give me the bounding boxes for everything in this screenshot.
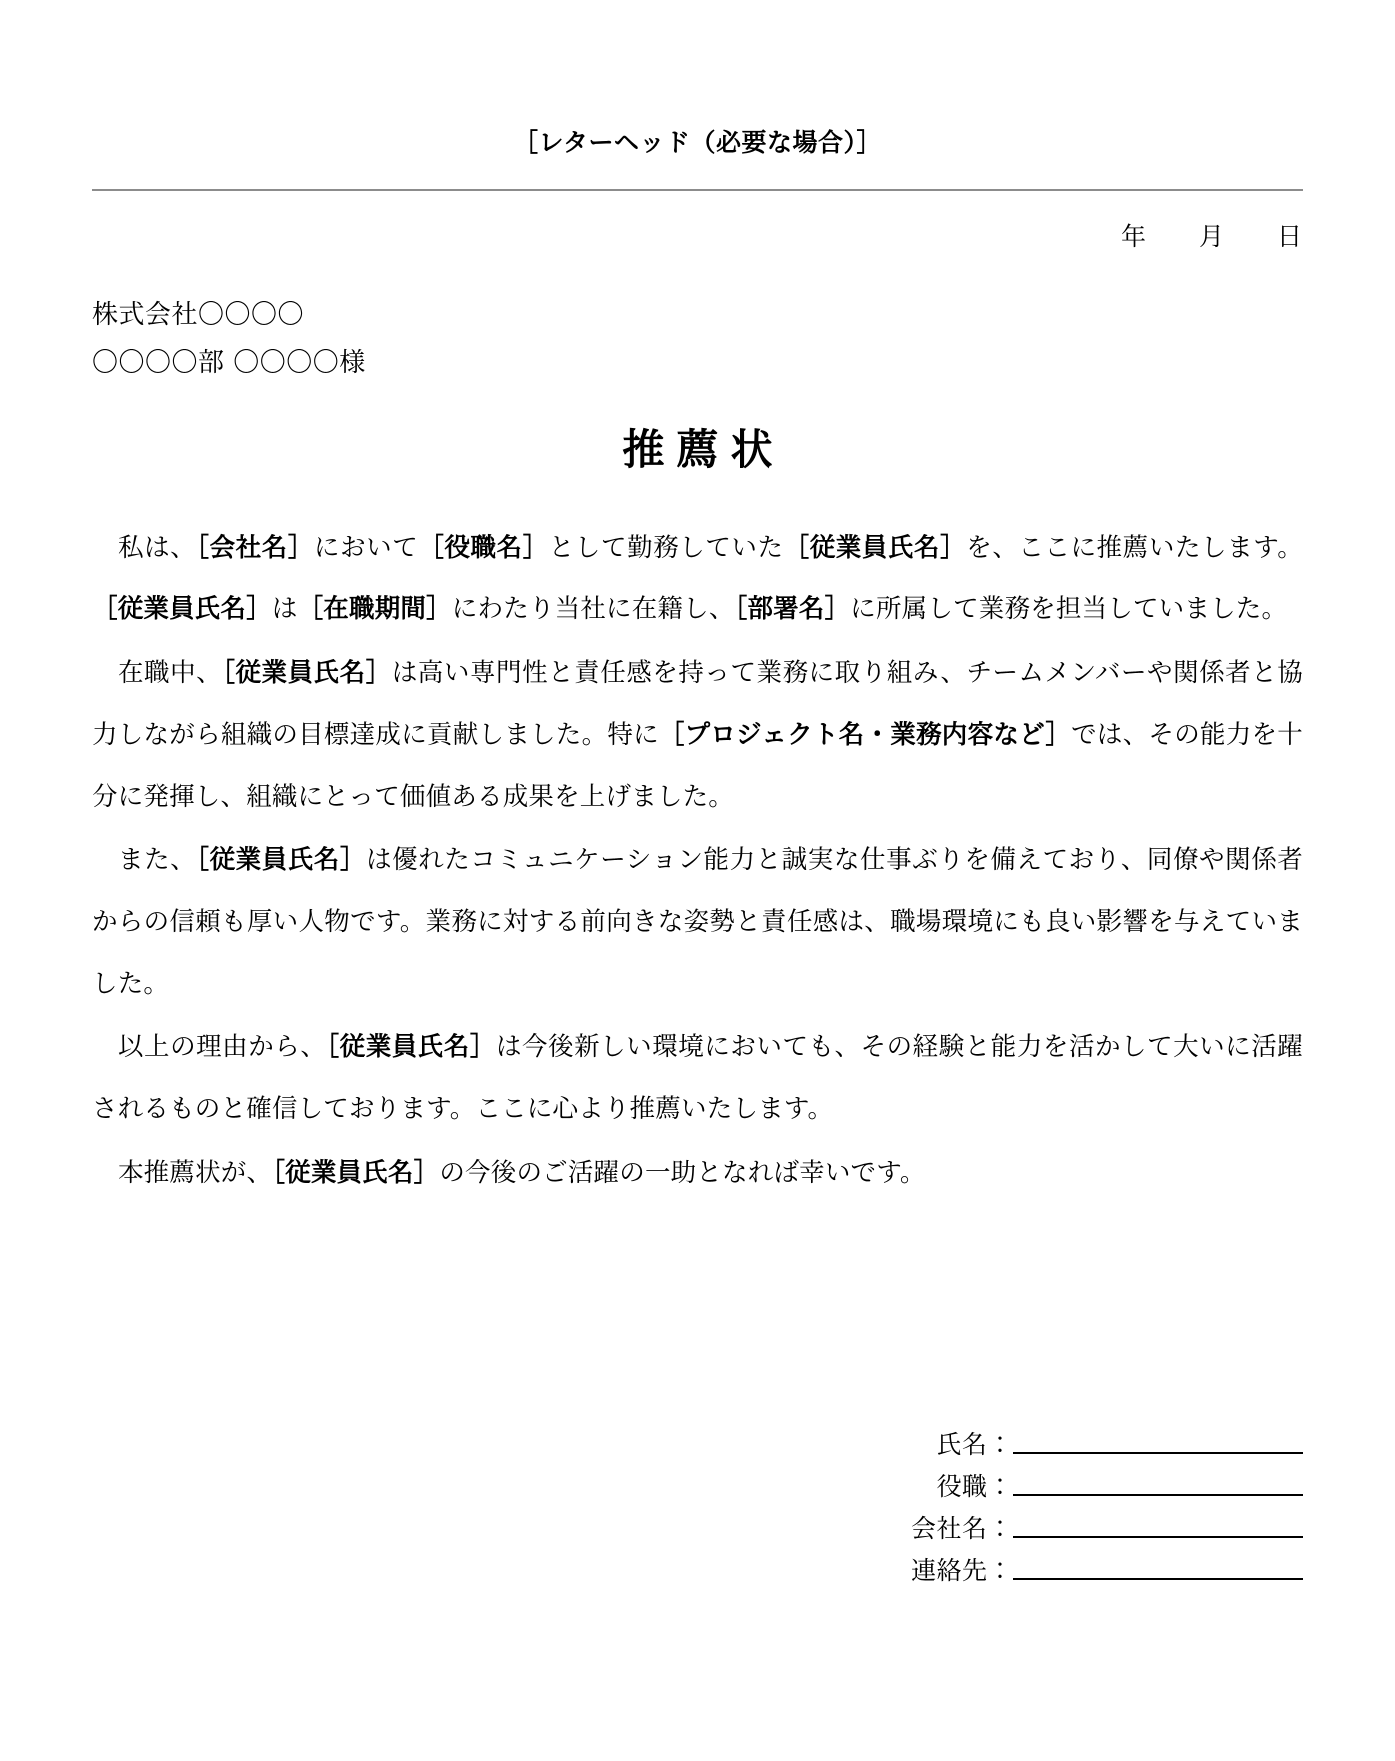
paragraph-1 (92, 518, 1303, 641)
placeholder-token: ［従業員氏名］ (92, 594, 272, 625)
body-text: 私は、 (118, 532, 197, 563)
placeholder-token: ［従業員氏名］ (783, 532, 967, 563)
body-text: は (271, 594, 298, 625)
placeholder-token: ［在職期間］ (297, 594, 452, 625)
signature-field-label: 会社名： (910, 1513, 1013, 1543)
recipient-block (92, 291, 1303, 387)
letter-body (92, 518, 1303, 1205)
paragraph-4 (92, 1017, 1303, 1140)
body-text: にわたり当社に在籍し、 (451, 594, 735, 625)
letterhead-placeholder: ［レターヘッド（必要な場合）］ (512, 128, 882, 157)
signature-field-row (833, 1418, 1303, 1460)
date-line: 年 月 日 (1120, 222, 1303, 251)
page-title: 推薦状 (622, 425, 785, 475)
placeholder-token: ［会社名］ (196, 532, 314, 563)
body-text: 本推薦状が、 (118, 1157, 273, 1188)
placeholder-token: ［従業員氏名］ (272, 1157, 440, 1188)
placeholder-token: ［役職名］ (418, 532, 549, 563)
body-text: において (313, 532, 419, 563)
signature-field-label: 氏名： (936, 1429, 1013, 1459)
signature-field-line[interactable] (1013, 1452, 1303, 1454)
placeholder-token: ［従業員氏名］ (222, 658, 392, 689)
signature-field-line[interactable] (1013, 1494, 1303, 1496)
body-text: また、 (118, 845, 197, 876)
paragraph-2 (92, 643, 1303, 828)
placeholder-token: ［従業員氏名］ (326, 1032, 496, 1063)
signature-field-label: 役職： (936, 1471, 1013, 1501)
letterhead-divider (92, 189, 1303, 191)
signature-field-label: 連絡先： (910, 1555, 1013, 1585)
letterhead-section (92, 0, 1303, 191)
signature-field-line[interactable] (1013, 1536, 1303, 1538)
signature-field-row (833, 1502, 1303, 1544)
signature-field-row (833, 1544, 1303, 1586)
placeholder-token: ［従業員氏名］ (196, 845, 367, 876)
body-text: 以上の理由から、 (118, 1032, 327, 1063)
placeholder-token: ［プロジェクト名・業務内容など］ (658, 719, 1072, 750)
signature-field-row (833, 1460, 1303, 1502)
body-text: に所属して業務を担当していました。 (850, 594, 1288, 625)
body-text: の今後のご活躍の一助となれば幸いです。 (439, 1157, 926, 1188)
recipient-person: 〇〇〇〇部 〇〇〇〇様 (92, 348, 366, 379)
body-text: として勤務していた (548, 532, 784, 563)
body-text: は高い専門性と責任感を持って業務に取り組み、チームメンバーや関係者と協力しながら組織の目標達成に貢献しました。特に (92, 658, 1303, 750)
body-text: を、ここに推薦いたします。 (966, 532, 1303, 563)
body-text: では、その能力を十分に発揮し、組織にとって価値ある成果を上げました。 (92, 719, 1303, 812)
body-text: は今後新しい環境においても、その経験と能力を活かして大いに活躍されるものと確信しております。ここに心より推薦いたします。 (92, 1032, 1304, 1125)
signature-field-line[interactable] (1013, 1578, 1303, 1580)
body-text: は優れたコミュニケーション能力と誠実な仕事ぶりを備えており、同僚や関係者からの信頼も厚い人物です。業務に対する前向きな姿勢と責任感は、職場環境にも良い影響を与えていました。 (92, 845, 1303, 999)
paragraph-3 (92, 830, 1303, 1015)
paragraph-5 (92, 1143, 1303, 1205)
signature-block (833, 1418, 1303, 1586)
placeholder-token: ［部署名］ (734, 594, 851, 625)
body-text: 在職中、 (118, 658, 223, 689)
recipient-company: 株式会社〇〇〇〇 (92, 300, 305, 330)
